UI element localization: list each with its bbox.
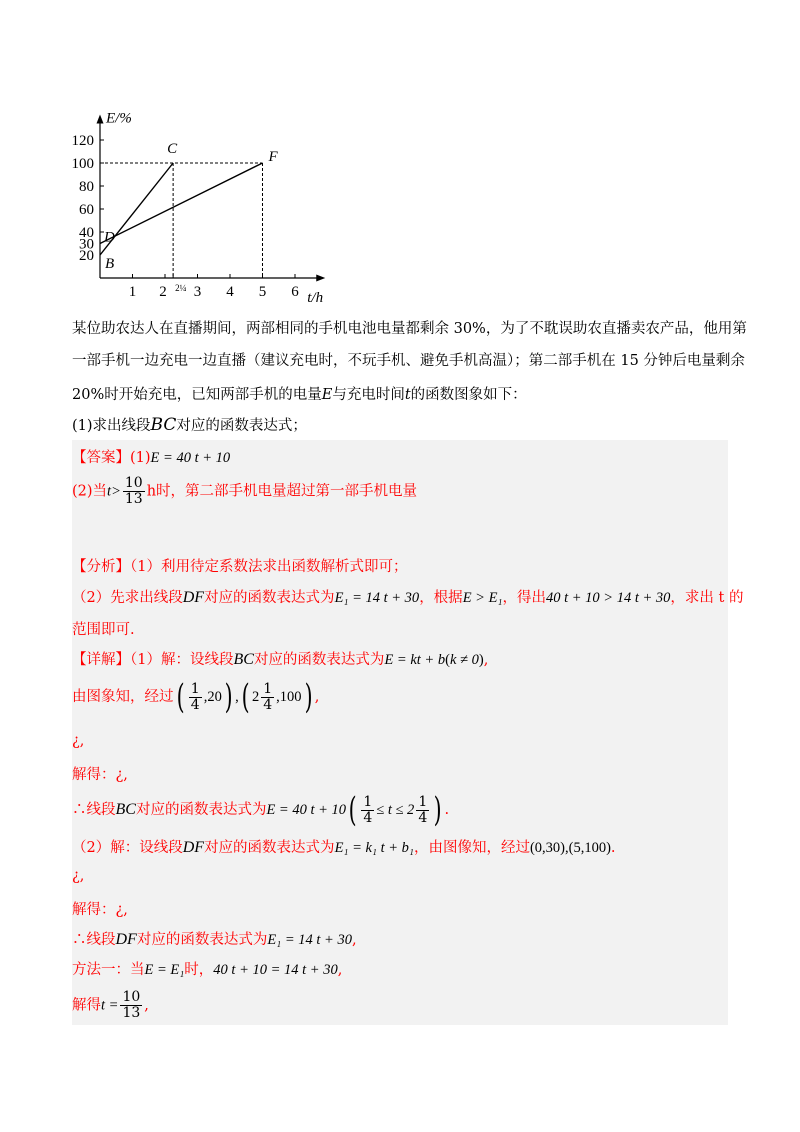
y-tick-label: 30 <box>79 236 94 253</box>
answer-2-var: t <box>107 483 112 500</box>
var-t: t <box>404 387 411 403</box>
line3-num: 20 <box>72 387 91 403</box>
y-tick-label: 80 <box>79 179 94 195</box>
dashed-guides <box>100 163 263 278</box>
answer-1-prefix: (1) <box>130 450 151 466</box>
y-axis-arrow <box>97 115 104 124</box>
answer-2-gt: > <box>111 483 121 500</box>
expr-linear: E = kt + b <box>384 652 446 668</box>
problem-line-3 <box>72 384 527 406</box>
x-tick-label: 3 <box>193 284 202 300</box>
detail-line-10: 方法一：当E = E₁时，40 t + 10 = 14 t + 30, <box>72 962 343 978</box>
detail-line-9: ∴线段DF对应的函数表达式为E₁ = 14 t + 30, <box>72 931 357 948</box>
line3-text2: 与充电时间 <box>332 387 405 403</box>
x-tick-label: 1 <box>128 284 137 300</box>
detail-line-2: 由图象知，经过( $\frac{1}{4}$ ,20) ,( 2 $\frac{1}{4}$ ,100) , <box>72 677 320 717</box>
analysis-tag: 【分析】 <box>72 559 130 575</box>
expr-ineq2: 40 t + 10 > 14 t + 30 <box>545 590 671 606</box>
series-lines <box>100 163 263 255</box>
q1-segment: BC <box>150 415 177 435</box>
problem-line-1: 某位助农达人在直播期间，两部相同的手机电池电量都剩余 30%，为了不耽误助农直播卖农产品，他用第 <box>72 321 747 337</box>
y-axis-label: E/% <box>106 110 132 127</box>
answer-line-2 <box>72 476 417 507</box>
point-labels <box>103 141 279 272</box>
point-label-D: D <box>104 229 115 246</box>
x-tick-label: 6 <box>291 284 299 300</box>
line3-text3: 的函数图象如下： <box>410 387 527 403</box>
series-line-DF <box>100 163 263 244</box>
answer-line-1 <box>72 446 230 467</box>
point-label-F: F <box>268 149 278 165</box>
detail-line-8: 解得：¿, <box>72 902 128 918</box>
detail-line-6: （2）解：设线段DF对应的函数表达式为E₁ = k₁ t + b₁，由图像知，经过(0,30),(5,100). <box>72 839 616 856</box>
point-label-B: B <box>105 256 115 272</box>
x-tick-label: 2¼ <box>175 283 187 293</box>
answer-2-prefix: (2)当 <box>72 483 108 500</box>
line3-text: %时开始充电，已知两部手机的电量 <box>90 387 322 403</box>
q1-prefix: (1)求出线段 <box>72 418 151 434</box>
segment-BC: BC <box>233 651 254 668</box>
y-tick-label: 100 <box>71 156 94 172</box>
x-axis-label: t/h <box>307 290 324 303</box>
tick-labels <box>72 133 300 300</box>
axes <box>97 115 326 282</box>
analysis-p1: （1）利用待定系数法求出函数解析式即可； <box>130 559 408 575</box>
analysis-line-2: （2）先求出线段DF对应的函数表达式为E₁ = 14 t + 30，根据E > E₁，得出40 t + 10 > 14 t + 30，求出 t 的 <box>72 589 744 606</box>
detail-line-4: 解得：¿, <box>72 767 128 783</box>
detail-line-7: ¿, <box>72 868 85 884</box>
y-tick-label: 20 <box>79 248 94 264</box>
q1-suffix: 对应的函数表达式； <box>176 418 307 434</box>
function-graph <box>60 88 360 303</box>
detail-line-11: 解得t = $\frac{10}{13}$ , <box>72 989 149 1021</box>
fraction-denominator: 13 <box>124 491 143 507</box>
expr-cond: k ≠ 0 <box>449 652 479 668</box>
segment-DF: DF <box>182 589 205 606</box>
var-E: E <box>321 387 333 403</box>
problem-line-2: 一部手机一边充电一边直播（建议充电时，不玩手机、避免手机高温）；第二部手机在 15 分钟后电量剩余 <box>72 353 745 369</box>
detail-line-5: ∴线段BC对应的函数表达式为E = 40 t + 10( $\frac{1}{4}$ ≤ t ≤ 2 $\frac{1}{4}$ ) . <box>72 790 450 830</box>
analysis-line-3: 范围即可. <box>72 622 135 638</box>
x-tick-label: 2 <box>159 284 167 300</box>
detail-line-3: ¿, <box>72 733 85 749</box>
analysis-line-1 <box>72 555 407 576</box>
detail-tag: 【详解】 <box>72 652 130 668</box>
expr-E1: E₁ = 14 t + 30 <box>334 590 420 606</box>
question-1 <box>72 414 307 437</box>
expr-ineq: E > E₁ <box>462 590 503 606</box>
y-tick-label: 40 <box>79 225 94 241</box>
answer-tag: 【答案】 <box>72 450 130 466</box>
answer-2-fraction <box>123 476 145 507</box>
fraction-numerator: 10 <box>124 475 143 491</box>
x-tick-label: 5 <box>258 284 267 300</box>
point-label-C: C <box>167 141 178 157</box>
y-tick-label: 60 <box>79 202 94 218</box>
x-tick-label: 4 <box>226 284 234 300</box>
answer-1-expr: E = 40 t + 10 <box>150 450 231 466</box>
answer-2-suffix: h时，第二部手机电量超过第一部手机电量 <box>146 483 418 500</box>
x-axis-arrow <box>316 275 325 282</box>
y-tick-label: 120 <box>71 133 94 149</box>
detail-line-1: 【详解】（1）解：设线段BC对应的函数表达式为E = kt + b(k ≠ 0), <box>72 651 489 668</box>
